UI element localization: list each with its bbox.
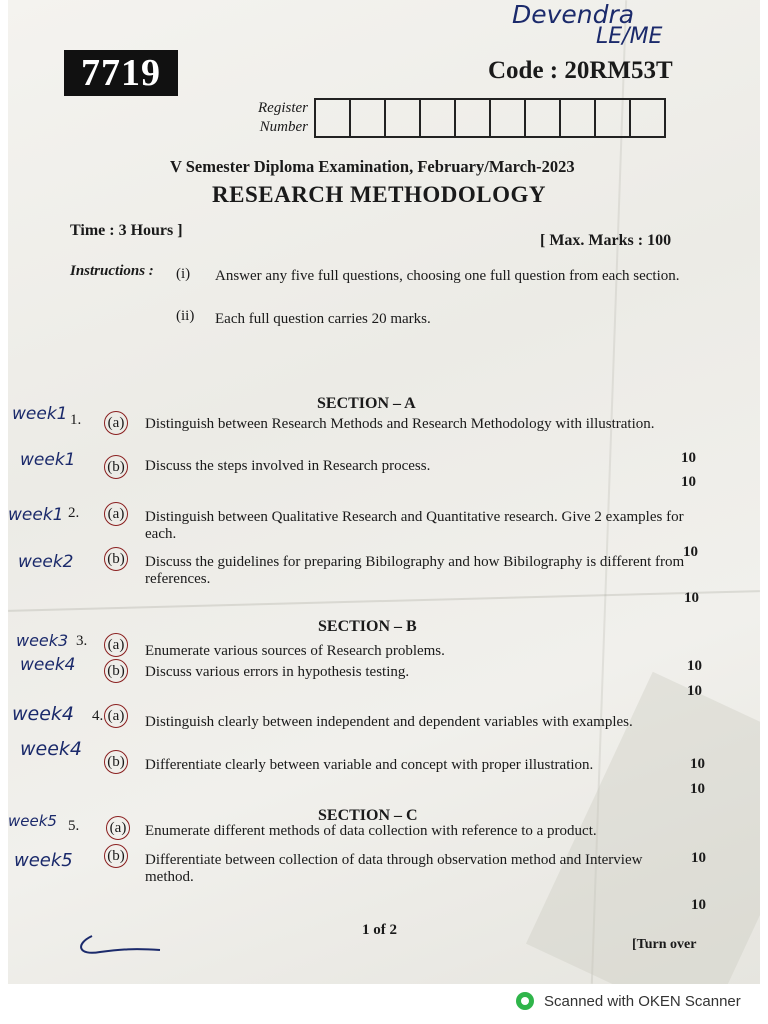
question-marks: 10: [687, 658, 702, 674]
subquestion-label: (a): [104, 633, 128, 657]
register-box: [594, 98, 631, 138]
subquestion-label: (b): [104, 750, 128, 774]
instruction-text: Answer any five full questions, choosing one full question from each section.: [215, 268, 680, 284]
question-text: Discuss the steps involved in Research process.: [145, 458, 431, 474]
exam-title: V Semester Diploma Examination, February/March-2023: [170, 157, 575, 176]
pen-scribble: [70, 930, 180, 960]
week-annotation: week4: [12, 703, 75, 725]
register-number-boxes: [316, 98, 666, 138]
question-number: 5.: [68, 818, 80, 834]
page-number: 1 of 2: [362, 922, 397, 938]
handwritten-class: LE/ME: [596, 24, 663, 49]
question-marks: 10: [681, 474, 696, 490]
instruction-number: (ii): [176, 308, 195, 324]
register-box: [524, 98, 561, 138]
week-annotation: week4: [20, 738, 83, 760]
instructions-label: Instructions :: [70, 263, 154, 279]
instruction-text: Each full question carries 20 marks.: [215, 311, 431, 327]
section-b-heading: SECTION – B: [318, 618, 417, 635]
week-annotation: week1: [8, 505, 64, 525]
subject-code: Code : 20RM53T: [488, 57, 673, 84]
max-marks: [ Max. Marks : 100: [540, 232, 672, 249]
section-a-heading: SECTION – A: [317, 395, 416, 412]
question-marks: 10: [684, 590, 699, 606]
question-marks: 10: [691, 850, 706, 866]
week-annotation: week5: [14, 850, 73, 871]
question-text: Differentiate clearly between variable and concept with proper illustration.: [145, 757, 594, 773]
week-annotation: week3: [16, 631, 69, 650]
register-box: [454, 98, 491, 138]
register-box: [489, 98, 526, 138]
question-text: Discuss the guidelines for preparing Bibilography and how Bibilography is different from references.: [145, 554, 685, 587]
question-number: 2.: [68, 505, 80, 521]
question-text: Distinguish between Research Methods and Research Methodology with illustration.: [145, 416, 655, 432]
serial-number: 7719: [64, 50, 178, 96]
question-marks: 10: [690, 781, 705, 797]
question-text: Distinguish clearly between independent and dependent variables with examples.: [145, 714, 633, 730]
question-number: 4.: [92, 708, 104, 724]
subquestion-label: (a): [104, 704, 128, 728]
register-box: [629, 98, 666, 138]
question-marks: 10: [681, 450, 696, 466]
handwritten-name: Devendra: [512, 0, 635, 29]
week-annotation: week1: [12, 404, 68, 424]
register-box: [384, 98, 421, 138]
question-number: 3.: [76, 633, 88, 649]
instruction-number: (i): [176, 266, 191, 282]
question-number: 1.: [70, 412, 82, 428]
question-text: Differentiate between collection of data through observation method and Interview method.: [145, 852, 643, 885]
register-label: Register Number: [258, 100, 308, 135]
scanner-logo-icon: [516, 992, 534, 1010]
paper-crease: [8, 590, 760, 612]
subquestion-label: (b): [104, 659, 128, 683]
subquestion-label: (a): [104, 411, 128, 435]
question-marks: 10: [683, 544, 698, 560]
question-marks: 10: [691, 897, 706, 913]
question-text: Enumerate different methods of data collection with reference to a product.: [145, 823, 597, 839]
register-box: [314, 98, 351, 138]
register-box: [419, 98, 456, 138]
question-text: Enumerate various sources of Research problems.: [145, 643, 445, 659]
subject-title: RESEARCH METHODOLOGY: [212, 182, 546, 207]
turn-over-note: [Turn over: [632, 937, 697, 952]
question-marks: 10: [690, 756, 705, 772]
subquestion-label: (b): [104, 844, 128, 868]
week-annotation: week4: [20, 655, 76, 675]
question-text: Discuss various errors in hypothesis testing.: [145, 664, 410, 680]
scanner-watermark: Scanned with OKEN Scanner: [516, 990, 741, 1012]
section-c-heading: SECTION – C: [318, 807, 418, 824]
register-box: [349, 98, 386, 138]
week-annotation: week5: [8, 812, 57, 830]
question-marks: 10: [687, 683, 702, 699]
subquestion-label: (a): [106, 816, 130, 840]
subquestion-label: (a): [104, 502, 128, 526]
week-annotation: week1: [20, 450, 76, 470]
subquestion-label: (b): [104, 547, 128, 571]
subquestion-label: (b): [104, 455, 128, 479]
question-text: Distinguish between Qualitative Research and Quantitative research. Give 2 examples for each.: [145, 509, 684, 542]
week-annotation: week2: [18, 552, 74, 572]
exam-time: Time : 3 Hours ]: [70, 222, 183, 239]
register-box: [559, 98, 596, 138]
